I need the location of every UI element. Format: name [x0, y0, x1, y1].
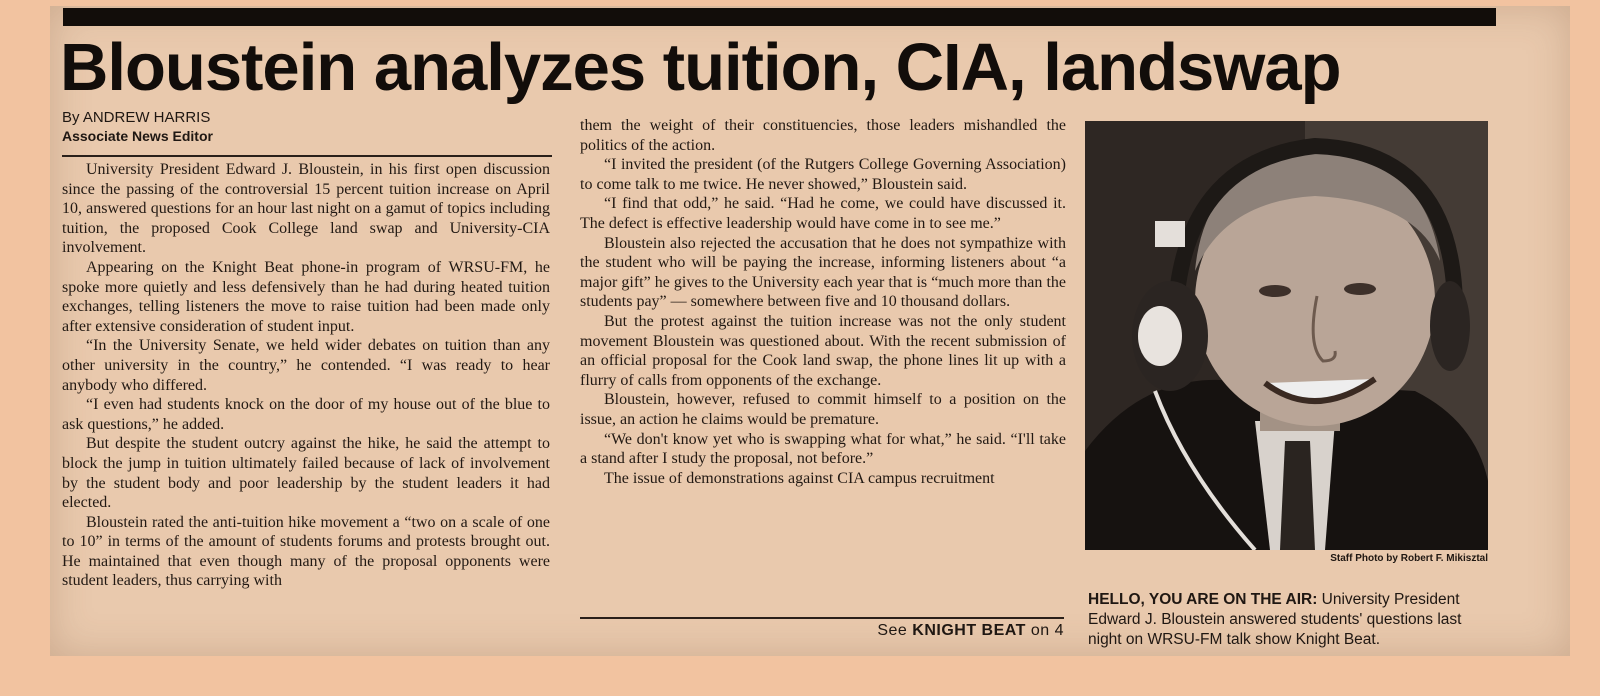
paragraph: Appearing on the Knight Beat phone-in program of WRSU-FM, he spoke more quietly and less defensively than he had during heated tuition exchanges, telling listeners the move to raise tuition had been made only after extensive consideration of student input.: [62, 258, 550, 335]
paragraph: Bloustein, however, refused to commit himself to a position on the issue, an action he claims would be premature.: [580, 391, 1066, 428]
photo-credit: Staff Photo by Robert F. Mikisztal: [1330, 553, 1488, 564]
paragraph: “We don't know yet who is swapping what for what,” he said. “I'll take a stand after I study the proposal, not before.”: [580, 430, 1066, 468]
paragraph: “I find that odd,” he said. “Had he come, we could have discussed it. The defect is effective leadership would have come in to see me.”: [580, 195, 1066, 232]
jump-prefix: See: [877, 622, 908, 639]
paragraph: Bloustein rated the anti-tuition hike movement a “two on a scale of one to 10” in terms of the amount of students forums and protests brought out. He maintained that even though many of the proposal opponents were student leaders, thus carrying with: [62, 513, 550, 590]
jump-suffix: on 4: [1030, 622, 1064, 639]
paragraph: But the protest against the tuition increase was not the only student movement Bloustein was questioned about. With the recent submission of an official proposal for the Cook land swap, the phone lines lit up with a flurry of calls from opponents of the exchange.: [580, 312, 1066, 389]
article-column-1: [62, 160, 550, 591]
paragraph: “I invited the president (of the Rutgers College Governing Association) to come talk to me twice. He never showed,” Bloustein said.: [580, 156, 1066, 193]
portrait-photo: [1085, 121, 1488, 550]
paragraph: But despite the student outcry against the hike, he said the attempt to block the jump in tuition ultimately failed because of lack of involvement by the student body and poor leadership by the student leaders it had elected.: [62, 435, 550, 512]
jump-line: [580, 622, 1064, 640]
paragraph: “In the University Senate, we held wider debates on tuition than any other university in the country,” he contended. “I was ready to hear anybody who differed.: [62, 337, 550, 394]
caption-text: University President Edward J. Bloustein answered students' questions last night on WRSU-FM talk show Knight Beat.: [1088, 591, 1462, 648]
byline-role: Associate News Editor: [62, 128, 213, 144]
paragraph: Bloustein also rejected the accusation that he does not sympathize with the student who will be paying the increase, informing listeners about “a major gift” he gives to the University each year that is “much more than the students pay” — somewhere between five and 10 thousand dollars.: [580, 234, 1066, 311]
caption-lead: HELLO, YOU ARE ON THE AIR:: [1088, 591, 1318, 608]
jump-rule: [580, 617, 1064, 619]
paragraph: “I even had students knock on the door of my house out of the blue to ask questions,” he added.: [62, 396, 550, 433]
portrait-illustration: [1085, 121, 1488, 550]
top-rule: [63, 8, 1496, 26]
photo-caption: [1088, 590, 1498, 650]
byline-rule: [62, 155, 552, 157]
byline-author: By ANDREW HARRIS: [62, 109, 211, 126]
paragraph: University President Edward J. Bloustein, in his first open discussion since the passing of the controversial 15 percent tuition increase on April 10, answered questions for an hour last night on a gamut of topics including tuition, the proposed Cook College land swap and University-CIA involvement.: [62, 161, 550, 257]
jump-label: KNIGHT BEAT: [912, 622, 1026, 639]
paragraph: them the weight of their constituencies, those leaders mishandled the politics of the action.: [580, 117, 1066, 154]
article-column-2: [580, 116, 1066, 488]
headline: Bloustein analyzes tuition, CIA, landswap: [60, 30, 1341, 105]
paragraph: The issue of demonstrations against CIA campus recruitment: [604, 469, 995, 487]
byline: [62, 108, 562, 146]
